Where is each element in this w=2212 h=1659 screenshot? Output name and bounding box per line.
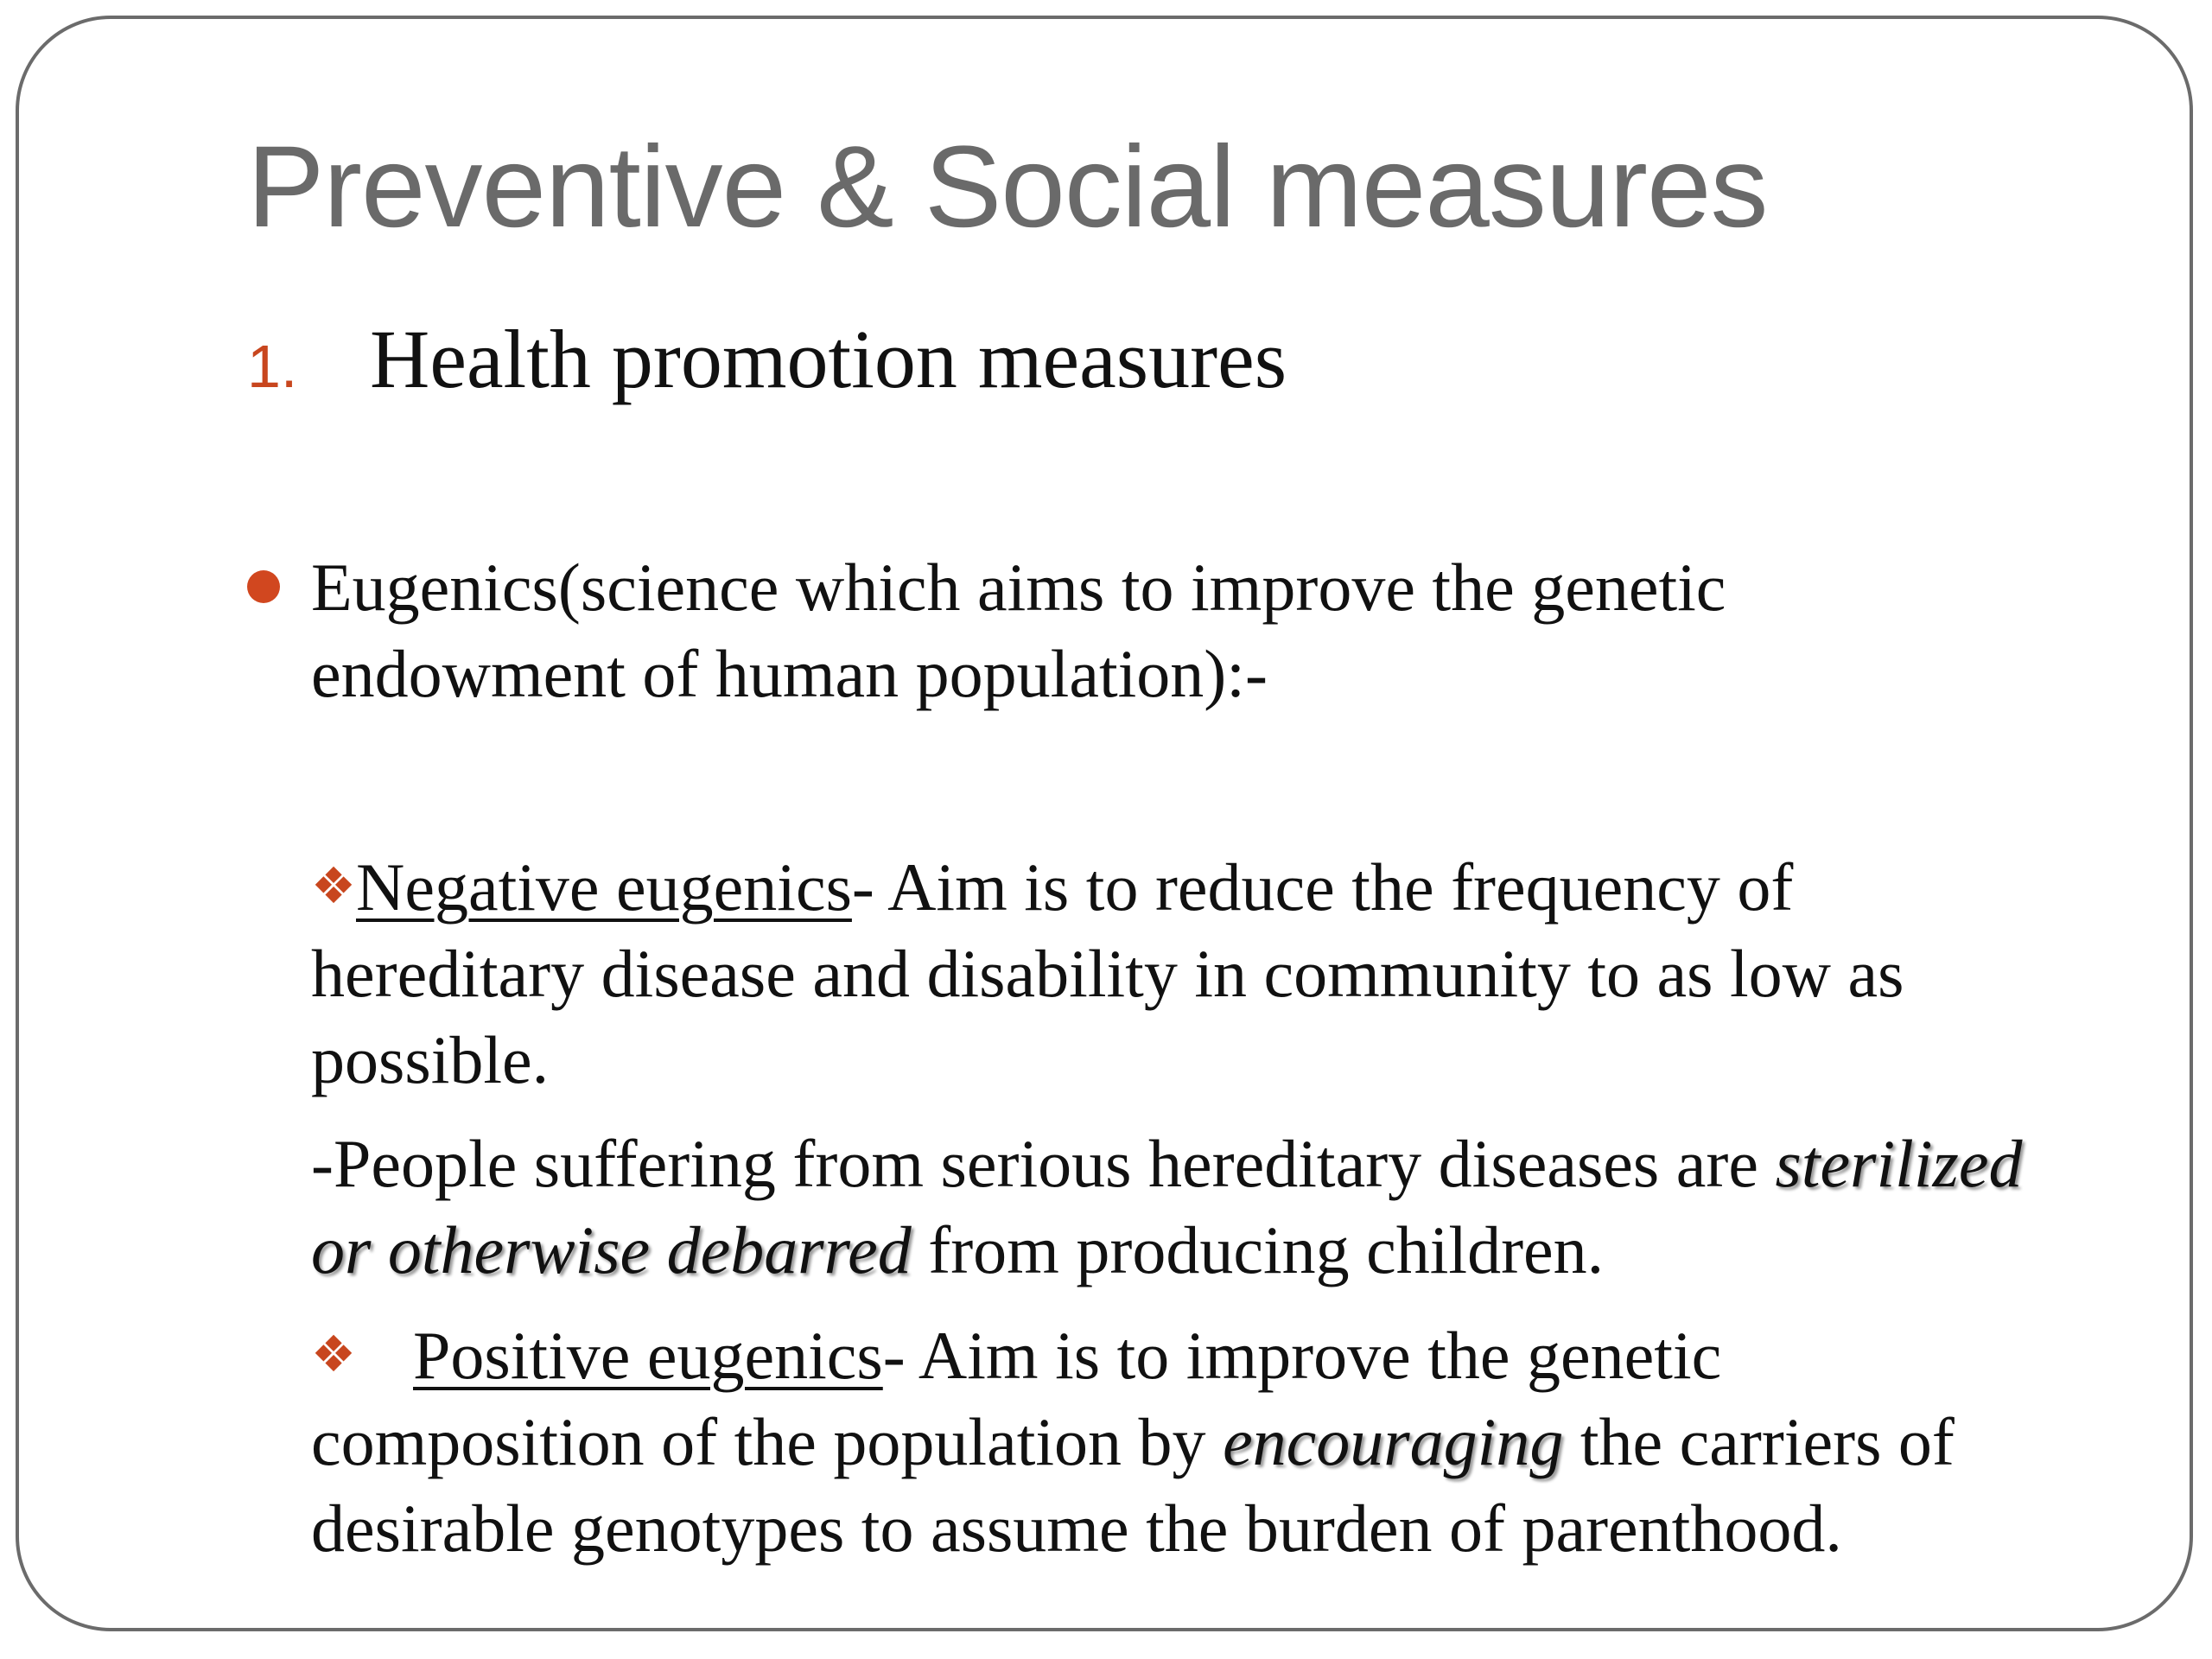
four-diamond-icon: ❖ (311, 1325, 356, 1383)
numbered-item-text: Health promotion measures (370, 313, 1287, 405)
negative-eugenics-detail (311, 1121, 2056, 1294)
negative-eugenics-term: Negative eugenics (356, 849, 852, 925)
positive-eugenics-term: Positive eugenics (413, 1318, 883, 1393)
positive-eugenics-description-1: - Aim is to improve the genetic composition of the population by (311, 1318, 1722, 1479)
number-marker: 1. (247, 333, 298, 400)
negative-eugenics-description: - Aim is to reduce the frequency of hereditary disease and disability in community to as low as possible. (311, 849, 1904, 1097)
circle-bullet-icon (247, 570, 280, 603)
positive-eugenics-description-2: the carriers of desirable genotypes to assume the burden of parenthood. (311, 1404, 1955, 1566)
bullet-item-eugenics (247, 544, 2027, 717)
detail-prefix: -People suffering from serious hereditary diseases are (311, 1126, 1758, 1201)
positive-eugenics-paragraph (311, 1311, 2056, 1572)
four-diamond-icon: ❖ (311, 856, 356, 915)
positive-eugenics-emphasis: encouraging (1223, 1404, 1564, 1479)
negative-eugenics-paragraph (311, 842, 2056, 1103)
numbered-item (247, 311, 1287, 407)
detail-suffix: from producing children. (911, 1212, 1605, 1287)
bullet-text-line1: Eugenics(science which aims to improve the genetic (311, 550, 1726, 625)
slide-title: Preventive & Social measures (247, 123, 1768, 251)
bullet-text-line2: endowment of human population):- (311, 636, 1268, 711)
bullet-text (311, 544, 2027, 717)
detail-emphasis: sterilized or otherwise debarred (311, 1126, 2023, 1287)
